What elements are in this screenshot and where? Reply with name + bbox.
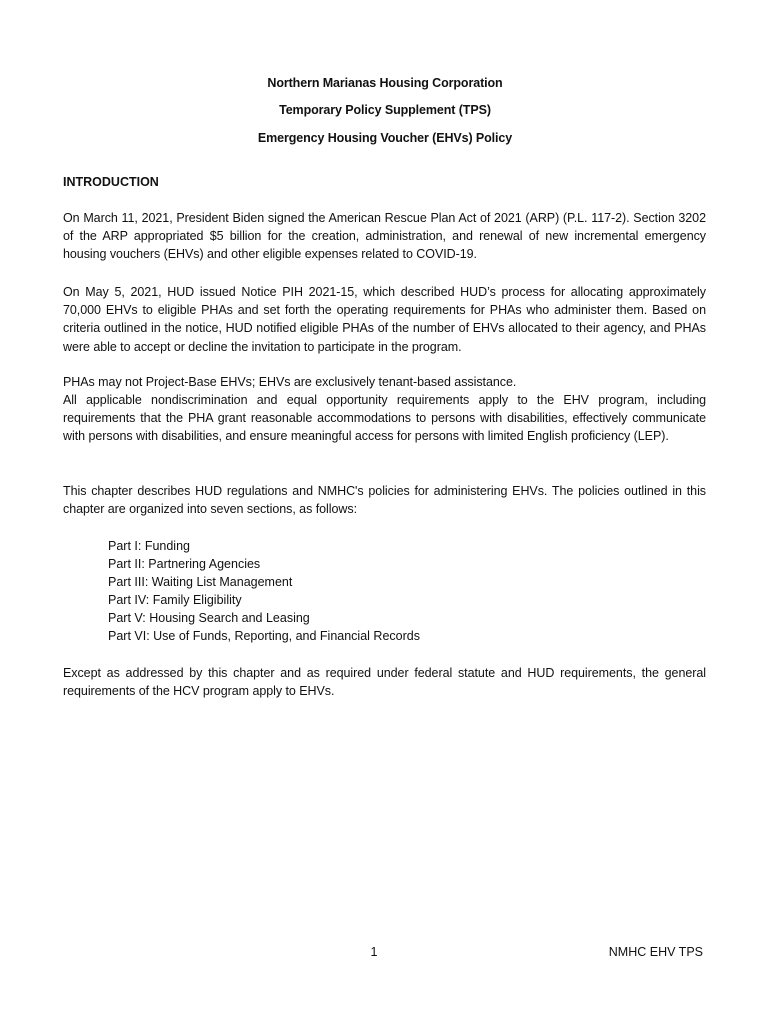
introduction-heading: INTRODUCTION <box>63 175 159 189</box>
paragraph-arp: On March 11, 2021, President Biden signed the American Rescue Plan Act of 2021 (ARP) (P.L. 117-2). Section 3202 of the ARP appropriated $5 billion for the creation, administration, and renewal of new incremental emergency housing vouchers (EHVs) and other eligible expenses related to COVID-19. <box>63 211 706 262</box>
paragraph-chapter-overview: This chapter describes HUD regulations and NMHC's policies for administering EHVs. The policies outlined in this chapter are organized into seven sections, as follows: <box>63 484 706 517</box>
list-item: Part II: Partnering Agencies <box>108 557 261 572</box>
list-item: Part IV: Family Eligibility <box>108 593 242 608</box>
title-policy: Emergency Housing Voucher (EHVs) Policy <box>257 131 513 145</box>
paragraph-project-base: PHAs may not Project-Base EHVs; EHVs are exclusively tenant-based assistance. <box>63 375 517 389</box>
paragraph-general-requirements: Except as addressed by this chapter and as required under federal statute and HUD requirements, the general requirements of the HCV program apply to EHVs. <box>63 666 706 699</box>
footer-doc-label: NMHC EHV TPS <box>608 945 703 959</box>
list-item: Part III: Waiting List Management <box>108 575 293 590</box>
list-item: Part I: Funding <box>108 539 190 553</box>
paragraph-nondiscrimination: All applicable nondiscrimination and equal opportunity requirements apply to the EHV program, including requirements that the PHA grant reasonable accommodations to persons with disabilities, effectively communicate with persons with disabilities, and ensure meaningful access for persons with limited English proficiency (LEP). <box>63 393 706 444</box>
list-item: Part V: Housing Search and Leasing <box>108 611 310 626</box>
title-supplement: Temporary Policy Supplement (TPS) <box>279 103 491 117</box>
paragraph-notice: On May 5, 2021, HUD issued Notice PIH 2021-15, which described HUD’s process for allocating approximately 70,000 EHVs to eligible PHAs and set forth the operating requirements for PHAs who administer them. Based on criteria outlined in the notice, HUD notified eligible PHAs of the number of EHVs allocated to their agency, and PHAs were able to accept or decline the invitation to participate in the program. <box>63 285 706 354</box>
list-item: Part VI: Use of Funds, Reporting, and Financial Records <box>108 629 420 644</box>
title-organization: Northern Marianas Housing Corporation <box>267 76 503 90</box>
parts-list <box>108 537 420 646</box>
page-number: 1 <box>370 945 378 959</box>
